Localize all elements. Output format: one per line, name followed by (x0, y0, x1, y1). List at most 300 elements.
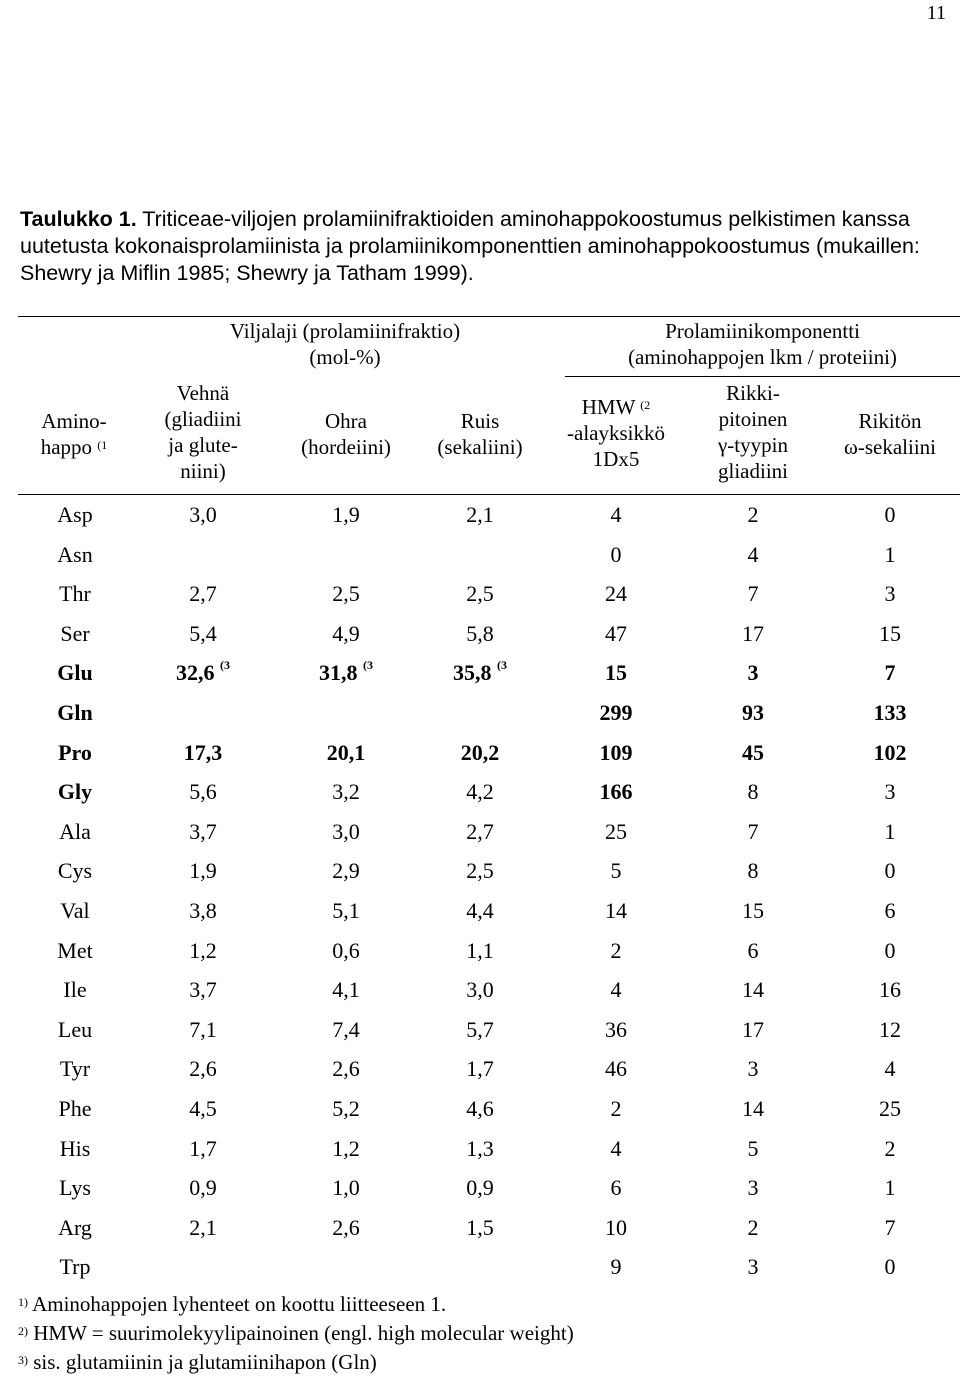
value-text: 20,2 (460, 739, 500, 765)
table-row (0, 694, 960, 734)
value-cell (830, 1254, 950, 1280)
value-text: 9 (610, 1254, 622, 1280)
value-text: 2,7 (189, 581, 217, 607)
header-barley (290, 408, 402, 460)
table-row (0, 575, 960, 615)
value-text: 4 (610, 1135, 622, 1161)
value-text: 7,4 (332, 1016, 360, 1042)
value-cell (420, 581, 540, 607)
value-cell (560, 1254, 672, 1280)
value-text: 2 (747, 1214, 759, 1240)
value-text: 7 (884, 660, 896, 686)
footnote-3-mark: 3) (18, 1353, 28, 1367)
value-cell (560, 898, 672, 924)
table-row (0, 1209, 960, 1249)
value-cell (290, 977, 402, 1003)
value-text: 0 (884, 502, 896, 527)
value-cell (290, 1175, 402, 1201)
value-text: 0 (884, 1254, 896, 1280)
value-text: 17 (742, 620, 764, 646)
value-text: 2,1 (466, 502, 494, 527)
value-cell (698, 898, 808, 924)
value-cell (420, 898, 540, 924)
value-cell (560, 740, 672, 766)
value-cell (698, 819, 808, 845)
value-text: 0,9 (466, 1175, 494, 1201)
value-text: 5,4 (189, 620, 217, 646)
value-cell (290, 1215, 402, 1241)
table-row (0, 1169, 960, 1209)
value-cell (290, 502, 402, 528)
value-cell (290, 581, 402, 607)
header-wheat-line1: Vehnä (176, 381, 230, 405)
table-row (0, 1130, 960, 1170)
value-cell (420, 977, 540, 1003)
value-text: 2,5 (332, 581, 360, 607)
value-cell (698, 1175, 808, 1201)
value-text: 35,8 (453, 660, 492, 686)
value-cell (560, 1136, 672, 1162)
value-text: 3,0 (466, 977, 494, 1003)
amino-acid-cell: Asn (57, 541, 93, 567)
value-cell (290, 740, 402, 766)
value-text: 5,6 (189, 779, 217, 805)
value-cell (148, 660, 258, 686)
amino-acid-cell: Val (60, 897, 90, 923)
value-cell (830, 938, 950, 964)
table-row (0, 1090, 960, 1130)
value-cell (420, 1175, 540, 1201)
value-text: 5,7 (466, 1016, 494, 1042)
value-cell (148, 1215, 258, 1241)
value-cell (830, 1136, 950, 1162)
header-hmw-line1-text: HMW (581, 395, 636, 419)
value-text: 7,1 (189, 1016, 217, 1042)
value-text: 15 (879, 620, 901, 646)
table-row (0, 971, 960, 1011)
value-text: 45 (742, 739, 764, 765)
value-cell (830, 1017, 950, 1043)
value-cell (290, 898, 402, 924)
value-cell (698, 977, 808, 1003)
value-cell (698, 779, 808, 805)
value-cell (560, 858, 672, 884)
value-text: 3 (884, 779, 896, 805)
footnote-2-text: HMW = suurimolekyylipainoinen (engl. high molecular weight) (33, 1321, 574, 1345)
value-text: 17 (742, 1016, 764, 1042)
value-text: 1,7 (189, 1135, 217, 1161)
value-cell (698, 1215, 808, 1241)
table-row (0, 496, 960, 536)
header-rye-line2: (sekaliini) (437, 435, 523, 459)
table-row (0, 892, 960, 932)
value-text: 6 (747, 937, 759, 963)
value-cell (560, 1017, 672, 1043)
header-amino-line1: Amino- (41, 409, 107, 433)
value-cell (148, 1096, 258, 1122)
value-cell (698, 1017, 808, 1043)
value-text: 4 (747, 541, 759, 567)
value-text: 1 (884, 541, 896, 567)
value-cell (420, 1056, 540, 1082)
value-cell (420, 779, 540, 805)
value-text: 2,6 (189, 1056, 217, 1082)
header-group-component-line1: Prolamiinikomponentti (665, 319, 860, 343)
value-cell (560, 819, 672, 845)
footnote-mark: (3 (363, 658, 373, 673)
value-text: 14 (605, 897, 627, 923)
value-cell (698, 581, 808, 607)
value-cell (420, 621, 540, 647)
header-wheat-line2: (gliadiini (164, 407, 242, 431)
amino-acid-cell: Met (57, 937, 93, 963)
value-text: 0 (884, 858, 896, 884)
value-cell (830, 1096, 950, 1122)
value-cell (698, 1136, 808, 1162)
value-text: 1,5 (466, 1214, 494, 1240)
value-cell (698, 938, 808, 964)
amino-acid-cell: Glu (57, 660, 93, 686)
value-cell (698, 740, 808, 766)
table-row (0, 773, 960, 813)
value-text: 14 (742, 1095, 764, 1121)
header-rye (420, 408, 540, 460)
value-text: 4,1 (332, 977, 360, 1003)
value-cell (420, 660, 540, 686)
header-group-cereal-line1: Viljalaji (prolamiinifraktio) (229, 319, 461, 343)
value-text: 1 (884, 818, 896, 844)
amino-acid-cell: Pro (58, 739, 92, 765)
value-cell (560, 977, 672, 1003)
value-cell (560, 542, 672, 568)
value-text: 2,1 (189, 1214, 217, 1240)
value-text: 16 (879, 977, 901, 1003)
value-text: 3 (747, 660, 759, 686)
header-wheat-line4: niini) (180, 459, 226, 483)
footnote-3-text: sis. glutamiinin ja glutamiinihapon (Gln) (33, 1350, 377, 1374)
value-text: 31,8 (319, 660, 358, 686)
header-group-component (565, 318, 960, 370)
value-cell (420, 1215, 540, 1241)
value-text: 4 (610, 977, 622, 1003)
header-hmw-line3: 1Dx5 (592, 447, 640, 471)
value-text: 1,9 (189, 858, 217, 884)
value-cell (148, 898, 258, 924)
value-text: 3,7 (189, 818, 217, 844)
value-cell (830, 779, 950, 805)
value-cell (698, 621, 808, 647)
amino-acid-cell: Tyr (59, 1056, 91, 1082)
value-text: 1,1 (466, 937, 494, 963)
value-text: 1,0 (332, 1175, 360, 1201)
value-text: 7 (747, 818, 759, 844)
value-cell (560, 1056, 672, 1082)
amino-acid-cell: Phe (58, 1095, 92, 1121)
amino-acid-cell: Ile (63, 977, 87, 1003)
value-cell (560, 779, 672, 805)
value-cell (830, 858, 950, 884)
value-cell (148, 819, 258, 845)
footnote-1-mark: 1) (18, 1295, 28, 1309)
value-text: 2,9 (332, 858, 360, 884)
value-text: 14 (742, 977, 764, 1003)
value-cell (830, 542, 950, 568)
value-cell (560, 1215, 672, 1241)
value-cell (420, 1096, 540, 1122)
value-cell (560, 621, 672, 647)
amino-acid-cell: Gly (57, 779, 93, 805)
header-amino-line2-text: happo (40, 435, 93, 459)
value-text: 4 (610, 502, 622, 527)
value-text: 166 (599, 779, 633, 805)
value-text: 20,1 (326, 739, 366, 765)
value-cell (830, 700, 950, 726)
value-text: 7 (884, 1214, 896, 1240)
value-text: 12 (879, 1016, 901, 1042)
header-barley-line2: (hordeiini) (301, 435, 391, 459)
amino-acid-cell: Trp (59, 1254, 91, 1280)
table-row (0, 1248, 960, 1288)
value-text: 8 (747, 858, 759, 884)
component-group-rule (565, 376, 960, 377)
value-cell (148, 1056, 258, 1082)
value-cell (698, 1056, 808, 1082)
value-cell (830, 502, 950, 528)
value-text: 46 (605, 1056, 627, 1082)
value-text: 3,8 (189, 897, 217, 923)
value-cell (420, 502, 540, 528)
value-cell (830, 621, 950, 647)
value-cell (560, 1175, 672, 1201)
header-amino-line2 (24, 434, 124, 460)
value-text: 2 (747, 502, 759, 527)
value-cell (290, 1056, 402, 1082)
header-hmw-line1 (560, 394, 672, 420)
value-text: 133 (873, 699, 907, 725)
value-text: 1,3 (466, 1135, 494, 1161)
value-text: 25 (879, 1095, 901, 1121)
table-row (0, 932, 960, 972)
value-cell (698, 1254, 808, 1280)
header-group-component-line2: (aminohappojen lkm / proteiini) (628, 345, 897, 369)
table-row (0, 1011, 960, 1051)
value-cell (698, 502, 808, 528)
amino-acid-cell: Leu (57, 1016, 93, 1042)
value-cell (290, 819, 402, 845)
header-rye-line1: Ruis (460, 409, 500, 433)
value-cell (698, 700, 808, 726)
value-text: 6 (610, 1175, 622, 1201)
value-cell (148, 1175, 258, 1201)
value-text: 4,4 (466, 897, 494, 923)
value-text: 4 (884, 1056, 896, 1082)
value-text: 4,6 (466, 1095, 494, 1121)
value-cell (148, 858, 258, 884)
value-text: 3,0 (189, 502, 217, 527)
header-wheat (148, 380, 258, 484)
amino-acid-cell: Lys (59, 1175, 91, 1201)
value-cell (420, 938, 540, 964)
value-cell (420, 1136, 540, 1162)
value-text: 32,6 (176, 660, 215, 686)
value-text: 1,9 (332, 502, 360, 527)
value-cell (148, 502, 258, 528)
value-text: 93 (742, 699, 764, 725)
value-cell (148, 581, 258, 607)
table-row (0, 1050, 960, 1090)
header-hmw-line2: -alayksikkö (567, 421, 665, 445)
header-amino-footnote-mark: (1 (97, 438, 108, 452)
amino-acid-cell: Ala (59, 818, 91, 844)
value-cell (698, 542, 808, 568)
value-text: 2,7 (466, 818, 494, 844)
amino-acid-cell: Thr (59, 581, 91, 607)
value-text: 24 (605, 581, 627, 607)
header-barley-line1: Ohra (325, 409, 367, 433)
value-cell (698, 660, 808, 686)
value-text: 15 (742, 897, 764, 923)
value-text: 2,6 (332, 1056, 360, 1082)
value-text: 36 (605, 1016, 627, 1042)
header-sulfur-line2: pitoinen (718, 407, 788, 431)
value-text: 2,5 (466, 581, 494, 607)
amino-acid-cell: His (59, 1135, 91, 1161)
value-text: 1,2 (332, 1135, 360, 1161)
footnote-mark: (3 (497, 658, 507, 673)
value-text: 3,7 (189, 977, 217, 1003)
amino-acid-cell: Gln (57, 699, 93, 725)
value-text: 109 (599, 739, 633, 765)
value-text: 5 (747, 1135, 759, 1161)
value-text: 3 (747, 1056, 759, 1082)
header-sulfur-poor-line2: ω-sekaliini (844, 435, 936, 459)
header-hmw-footnote-mark: (2 (640, 398, 651, 412)
value-cell (148, 740, 258, 766)
value-cell (560, 1096, 672, 1122)
amino-acid-cell: Cys (57, 858, 93, 884)
value-text: 17,3 (183, 739, 223, 765)
value-text: 0,6 (332, 937, 360, 963)
footnote-3 (18, 1348, 574, 1377)
footnote-1-text: Aminohappojen lyhenteet on koottu liitteeseen 1. (32, 1292, 447, 1316)
value-text: 15 (605, 660, 627, 686)
table-row (0, 813, 960, 853)
caption-text: Triticeae-viljojen prolamiinifraktioiden aminohappokoostumus pelkistimen kanssa uutetusta kokonaisprolamiinista ja prolamiinikomponenttien aminohappokoostumus (mukaillen: Shewry ja Miflin 1985; Shewry ja Tatham 1999). (20, 207, 920, 285)
value-text: 0 (884, 937, 896, 963)
value-text: 3,0 (332, 818, 360, 844)
value-text: 1,2 (189, 937, 217, 963)
value-text: 47 (605, 620, 627, 646)
value-text: 2 (610, 1095, 622, 1121)
value-text: 25 (605, 818, 627, 844)
value-cell (830, 1175, 950, 1201)
header-wheat-line3: ja glute- (168, 433, 238, 457)
header-hmw (560, 394, 672, 472)
value-text: 5,8 (466, 620, 494, 646)
table-header-rule (18, 494, 960, 495)
footnote-1 (18, 1290, 574, 1319)
table-row (0, 654, 960, 694)
value-cell (560, 502, 672, 528)
table-body (0, 496, 960, 1288)
value-cell (290, 660, 402, 686)
value-cell (830, 740, 950, 766)
value-text: 3 (747, 1254, 759, 1280)
header-sulfur-rich (698, 380, 808, 484)
value-cell (290, 779, 402, 805)
value-text: 5,2 (332, 1095, 360, 1121)
value-text: 1,7 (466, 1056, 494, 1082)
value-text: 6 (884, 897, 896, 923)
value-text: 5 (610, 858, 622, 884)
value-cell (560, 700, 672, 726)
table-row (0, 615, 960, 655)
amino-acid-cell: Arg (58, 1214, 92, 1240)
value-text: 7 (747, 581, 759, 607)
value-cell (148, 977, 258, 1003)
value-cell (290, 938, 402, 964)
value-cell (830, 581, 950, 607)
value-cell (148, 1136, 258, 1162)
header-sulfur-poor (830, 408, 950, 460)
table-row (0, 734, 960, 774)
value-text: 299 (599, 699, 633, 725)
value-cell (830, 977, 950, 1003)
value-text: 3 (884, 581, 896, 607)
value-cell (420, 740, 540, 766)
caption-label: Taulukko 1. (20, 207, 137, 231)
footnote-mark: (3 (220, 658, 230, 673)
header-sulfur-line4: gliadiini (718, 459, 788, 483)
value-cell (148, 1017, 258, 1043)
value-text: 0 (610, 541, 622, 567)
amino-acid-cell: Asp (57, 502, 93, 527)
value-text: 0,9 (189, 1175, 217, 1201)
value-cell (830, 819, 950, 845)
table-top-rule (18, 316, 960, 317)
value-cell (148, 621, 258, 647)
value-text: 10 (605, 1214, 627, 1240)
header-group-cereal-line2: (mol-%) (309, 345, 381, 369)
header-amino-acid (24, 408, 124, 460)
value-cell (290, 1136, 402, 1162)
value-cell (698, 1096, 808, 1122)
value-cell (290, 858, 402, 884)
table-caption (20, 206, 950, 287)
value-text: 4,2 (466, 779, 494, 805)
value-cell (148, 938, 258, 964)
header-group-cereal (150, 318, 540, 370)
value-text: 2,6 (332, 1214, 360, 1240)
footnotes (18, 1290, 574, 1377)
table-row (0, 536, 960, 576)
value-cell (830, 1056, 950, 1082)
value-cell (560, 660, 672, 686)
value-text: 2,5 (466, 858, 494, 884)
value-text: 4,9 (332, 620, 360, 646)
value-cell (830, 1215, 950, 1241)
value-cell (420, 1017, 540, 1043)
page-number: 11 (926, 2, 946, 24)
value-text: 3,2 (332, 779, 360, 805)
value-cell (420, 819, 540, 845)
footnote-2 (18, 1319, 574, 1348)
value-text: 8 (747, 779, 759, 805)
value-cell (290, 621, 402, 647)
table-row (0, 852, 960, 892)
value-text: 1 (884, 1175, 896, 1201)
value-cell (420, 858, 540, 884)
